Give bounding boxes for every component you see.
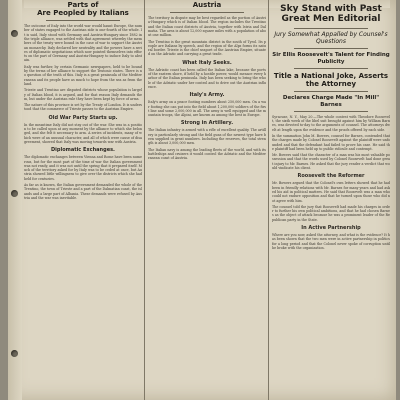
paragraph: The outcome of Italy into the world war would haunt Europe, the number of states engaged to the Austrian side is one-fourth of the whole. It is said, Italy stood with Germany and Austria-Hungary since 1882 in the triple alliance, was settled with that agreement whereby the members of the treaty were bound in the case of war to support the Austrian monarchy. Italy declared her neutrality and the powers have a series of diplomatic negotiations which now pointed themselves into efforts on the part of Germany and Austria-Hungary to induce Italy to abstain.	[24, 24, 142, 63]
binding-hole	[11, 190, 18, 197]
binding-hole	[11, 350, 18, 357]
newspaper-page	[8, 0, 396, 400]
binding-hole	[11, 30, 18, 37]
binding-edge	[8, 0, 22, 400]
article-column-3	[272, 0, 390, 400]
article-column-1	[24, 0, 142, 400]
paragraph: The territory in dispute may be best regarded as the portion of Austria-Hungary which is of Italian blood. The region includes the Trentino and the Italian coast districts of Austria, together with Istria and Dalmatia. The area is about 12,000 square miles with a population of about one million.	[148, 16, 266, 38]
paragraph: Where are you now, asked the attorney, and what is the evidence? It has been shown that the two men were in active partnership in politics for a long period and that the Colonel never spoke of corruption until he broke with the organization.	[272, 233, 390, 250]
headline-rule	[294, 28, 368, 29]
column-rule	[144, 0, 145, 400]
subhead: Strong in Artillery.	[180, 120, 234, 127]
article-column-2	[148, 0, 266, 400]
headline-fragment: Parts of	[67, 1, 99, 9]
headline-rule	[46, 20, 120, 21]
paragraph: As far as is known, the Italian government demanded the whole of the Trentino, the town of Trieste and a part of the Dalmatian coast, the islands and a large part of Albania. These demands were refused by Austria and the war was inevitable.	[24, 183, 142, 200]
subhead: Roosevelt the Reformer	[297, 173, 365, 180]
headline-rule	[294, 68, 368, 69]
paragraph: The counsel told the jury that Roosevelt had made his charges in order to further his own political ambitions, and that he had chosen Barnes as the object of attack because he was a prominent leader of the Republican party in the State.	[272, 204, 390, 222]
headline-rule	[294, 48, 368, 49]
paragraph: Mr. Bowers argued that the Colonel's own letters showed that he had been in friendly relations with Mr. Barnes for many years and had asked his aid in political matters. He said that Roosevelt was a man who could not endure opposition and that he turned upon those who did not agree with him.	[272, 181, 390, 203]
subhead: Diplomatic Exchanges.	[51, 147, 115, 154]
subhead: In Active Partnership	[301, 225, 361, 232]
paragraph: Italy's army on a peace footing numbers about 250,000 men. On a war footing she can put into the field about 1,200,000 soldiers of the first line and some 2,000,000 in all. The army is well equipped and the mountain troops, the Alpini, are known as among the best in Europe.	[148, 100, 266, 118]
headline: Are Peopled by Italians	[37, 9, 129, 18]
headline-rule	[294, 111, 368, 112]
paragraph: Italy was further, by certain Germanic newspapers, held to be bound by the terms of her alliance to support the Teutonic states. There is no question of the truth of this. Italy is a great peninsula of the Mediterranean and its people have as much to hope from the sea as from the land.	[24, 64, 142, 86]
paragraph: In the meantime Italy did not stay out of the war. She was in a position to be called upon at any moment by the alliance to which she belonged, and she felt it necessary to arm. A series of incidents, many of which were of an unusual character, and all of which were cause of disagreement, showed that Italy was moving towards war with Austria.	[24, 122, 142, 144]
headline: Sky Stand with Past Great Men Editorial	[280, 4, 382, 25]
deck-headline: Title a National Joke, Asserts the Attorney	[273, 72, 389, 89]
paragraph: Mr. Bowers said that the character of a man was his most valuable possession and that the words used by Colonel Roosevelt had done great injury to Mr. Barnes. He asked that the jury render a verdict that would vindicate his client.	[272, 153, 390, 171]
deck-headline: Declares Charge Made "In Mill" Barnes	[282, 95, 380, 108]
subhead: Italy's Army.	[189, 92, 225, 99]
paragraph: The Italian navy is among the leading fleets of the world, and with its battleships and cruisers it would control the Adriatic and the Mediterranean coast of Austria.	[148, 147, 266, 161]
paragraph: The nature of this province is set by the Treaty of London. It is understood that the commerce of Trieste passes to the Austrian Empire.	[24, 103, 142, 112]
paragraph: Syracuse, N. Y., May 20.—The whole contest with Theodore Roosevelt, the sixth week of the libel suit brought against him by William Barnes, was devoted to-day to the arguments of counsel. The attorneys dwelt at length upon the evidence and the proofs offered by each side.	[272, 114, 390, 132]
column-rule	[268, 0, 269, 400]
subhead: What Italy Seeks.	[182, 59, 232, 66]
paragraph: The diplomatic exchanges between Vienna and Rome have been numerous, but for the most part of the time of war the Italian government was not ready, and it was not until the spring that it prepared itself. Much of the territory asked for by Italy was to be ceded at once, but Austria showed little willingness to give over the districts which she had held for centuries.	[24, 155, 142, 181]
paragraph: Trieste and Trentino are disputed districts whose population is largely of Italian blood, it is argued, and for that reason Italy demands them, but under the Austrian rule they have been kept by force of arms.	[24, 88, 142, 101]
paragraph: The Adriatic coast has been called the Italian lake, because the ports of the eastern shore, if held by a hostile power, would menace every harbor of the Italian peninsula. Italy has been seeking to bring the whole of the Adriatic under her control and to drive out the Austrian influence.	[148, 67, 266, 89]
subhead: Old War Party Starts up.	[48, 114, 118, 121]
paragraph: In the summation John M. Bowers, counsel for Barnes, contended that the charges made by Colonel Roosevelt against the plaintiff were unfounded and that the defendant had failed to prove his case. He said the plaintiff had been held up to public ridicule and contempt.	[272, 134, 390, 151]
deck-headline: Sir Ellis Roosevelt's Talent for Finding Publicity	[272, 52, 390, 65]
paragraph: The Trentino is the great mountain district in the south of Tyrol. Its people are Italians by speech, and the region of the Alps forms its natural border. Trieste is the chief seaport of the Austrian Empire, situated on the Adriatic and carrying a great trade.	[148, 39, 266, 57]
headline-rule	[294, 91, 368, 92]
headline-rule	[170, 12, 244, 13]
deck-headline: Jury Somewhat Appalled by Counsel's Questions	[274, 30, 388, 45]
headline-fragment: Austria	[192, 1, 222, 9]
paragraph: The Italian infantry is armed with a rifle of excellent quality. The artillery is particularly strong and the field guns of the newest type have been supplied in great numbers. Including the reserves, the total strength is about 3,000,000 men.	[148, 128, 266, 146]
